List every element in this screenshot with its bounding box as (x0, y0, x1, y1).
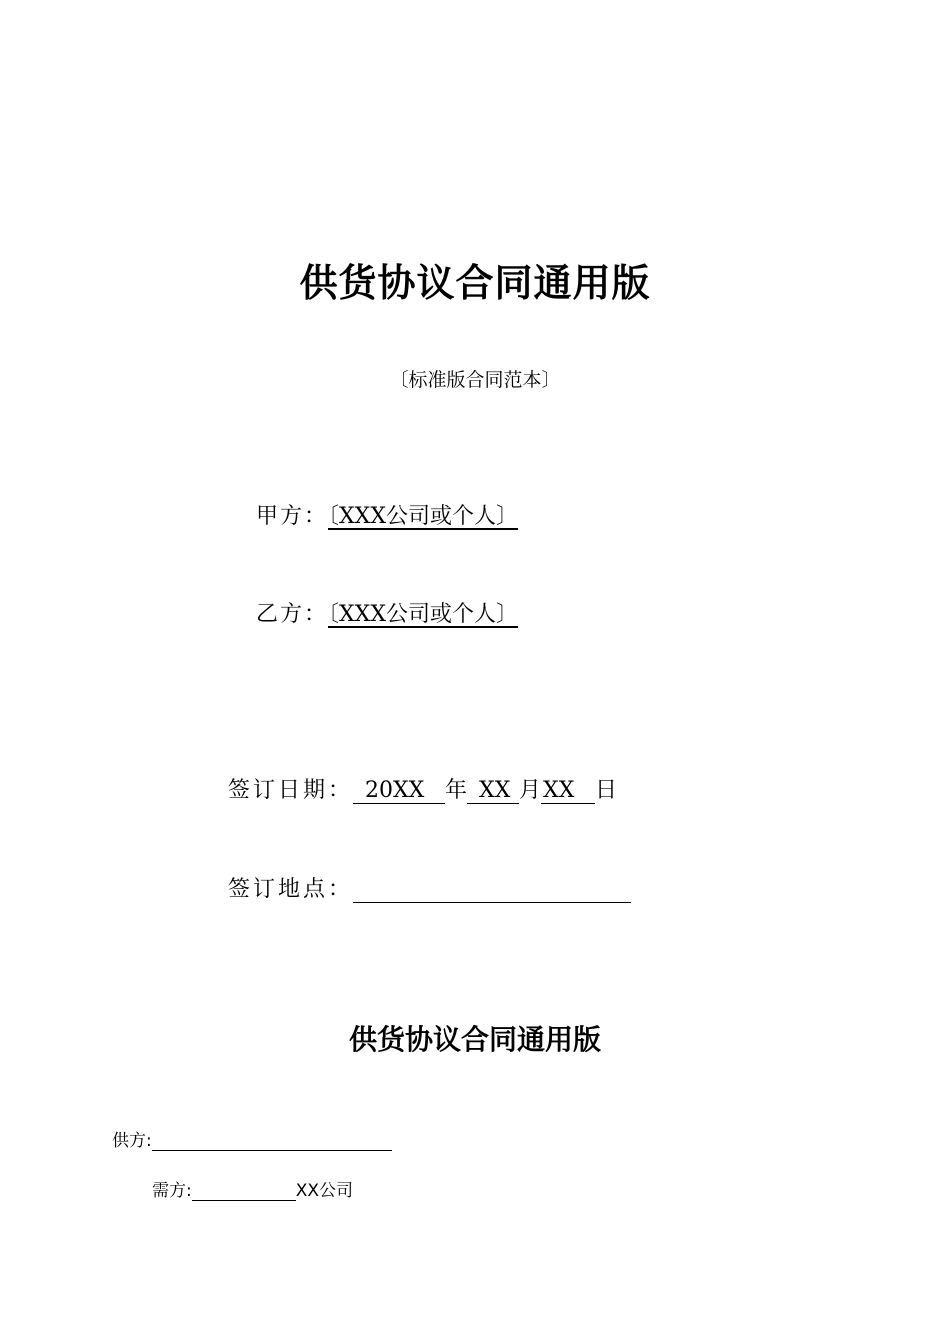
buyer-value: XX公司 (295, 1181, 354, 1201)
signing-date-label: 签订日期： (228, 778, 354, 803)
signing-place-label: 签订地点： (228, 877, 354, 902)
signing-place-row (228, 872, 631, 903)
year-unit: 年 (445, 778, 468, 803)
buyer-blank (192, 1182, 296, 1201)
party-b-row (256, 597, 532, 628)
supplier-label: 供方: (112, 1131, 152, 1151)
supplier-blank (152, 1132, 392, 1151)
signing-date-row (228, 773, 617, 804)
party-b-value: 〔XXX公司或个人〕 (328, 602, 519, 627)
signing-month-field: XX (467, 779, 519, 804)
month-unit: 月 (519, 778, 542, 803)
day-unit: 日 (595, 778, 618, 803)
party-b-label: 乙方： (256, 602, 329, 627)
party-a-value: 〔XXX公司或个人〕 (328, 504, 519, 529)
party-a-label: 甲方： (256, 504, 329, 529)
document-title: 供货协议合同通用版 (299, 261, 651, 305)
party-a-row (256, 499, 532, 530)
signing-year-field: 20XX (353, 779, 445, 804)
buyer-row (152, 1176, 353, 1201)
buyer-label: 需方: (152, 1181, 192, 1201)
contract-body-title: 供货协议合同通用版 (348, 1023, 601, 1056)
document-subtitle: 〔标准版合同范本〕 (389, 369, 561, 391)
signing-day-field: XX (541, 779, 595, 804)
signing-place-blank (353, 878, 631, 903)
supplier-row (112, 1126, 392, 1151)
